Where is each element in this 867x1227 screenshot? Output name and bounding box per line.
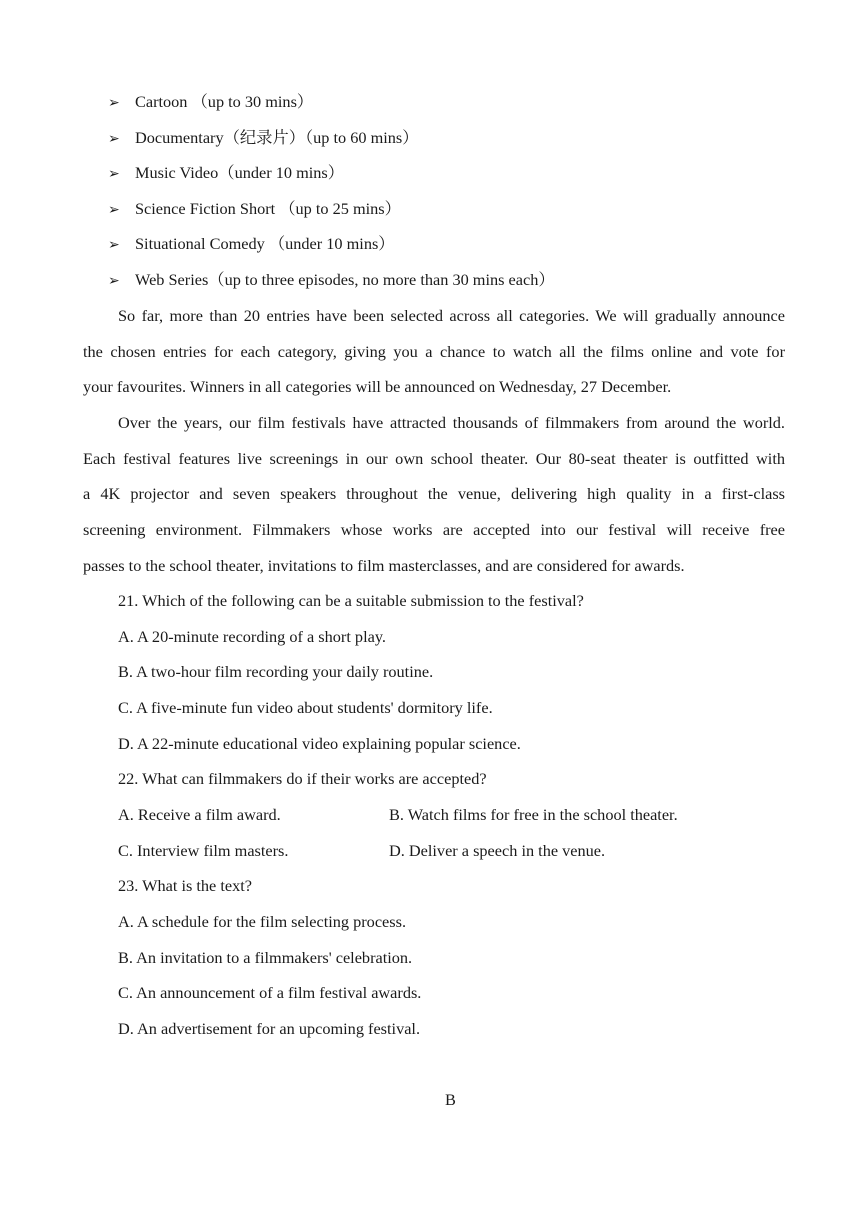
answer-option: A. A schedule for the film selecting process.: [118, 912, 407, 931]
arrow-bullet-icon: ➢: [108, 95, 120, 111]
paragraph-line: screening environment. Filmmakers whose works are accepted into our festival will receive free: [83, 520, 785, 539]
arrow-bullet-icon: ➢: [108, 166, 120, 182]
paragraph-line: Each festival features live screenings in our own school theater. Our 80-seat theater is outfitted with: [83, 449, 785, 468]
answer-option: B. Watch films for free in the school theater.: [389, 805, 678, 824]
category-text: Music Video（under 10 mins）: [135, 163, 345, 182]
paragraph-line: your favourites. Winners in all categories will be announced on Wednesday, 27 December.: [83, 377, 672, 396]
arrow-bullet-icon: ➢: [108, 202, 120, 218]
paragraph-line: a 4K projector and seven speakers throughout the venue, delivering high quality in a first-class: [83, 484, 785, 503]
paragraph-line: the chosen entries for each category, giving you a chance to watch all the films online and vote for: [83, 342, 785, 361]
list-item: [108, 92, 313, 113]
category-text: Documentary（纪录片）（up to 60 mins）: [135, 128, 419, 147]
question-text: 22. What can filmmakers do if their works are accepted?: [118, 769, 487, 788]
list-item: [108, 128, 419, 149]
paragraph-line: Over the years, our film festivals have attracted thousands of filmmakers from around the world.: [118, 413, 785, 432]
question-text: 23. What is the text?: [118, 876, 252, 895]
list-item: [108, 270, 555, 291]
answer-option: A. Receive a film award.: [118, 805, 281, 824]
answer-option: B. An invitation to a filmmakers' celebration.: [118, 948, 413, 967]
answer-option: D. A 22-minute educational video explaining popular science.: [118, 734, 521, 753]
list-item: [108, 234, 395, 255]
answer-option: A. A 20-minute recording of a short play.: [118, 627, 386, 646]
answer-option: C. A five-minute fun video about students' dormitory life.: [118, 698, 493, 717]
category-text: Situational Comedy （under 10 mins）: [135, 234, 395, 253]
answer-option: D. An advertisement for an upcoming festival.: [118, 1019, 421, 1038]
category-text: Cartoon （up to 30 mins）: [135, 92, 314, 111]
category-text: Web Series（up to three episodes, no more than 30 mins each）: [135, 270, 555, 289]
section-heading: B: [445, 1090, 456, 1109]
answer-option: B. A two-hour film recording your daily routine.: [118, 662, 434, 681]
list-item: [108, 199, 401, 220]
list-item: [108, 163, 344, 184]
answer-option: C. Interview film masters.: [118, 841, 289, 860]
paragraph-line: passes to the school theater, invitations to film masterclasses, and are considered for awards.: [83, 556, 685, 575]
answer-option: C. An announcement of a film festival awards.: [118, 983, 422, 1002]
arrow-bullet-icon: ➢: [108, 273, 120, 289]
arrow-bullet-icon: ➢: [108, 131, 120, 147]
paragraph-line: So far, more than 20 entries have been selected across all categories. We will gradually announce: [118, 306, 785, 325]
arrow-bullet-icon: ➢: [108, 237, 120, 253]
answer-option: D. Deliver a speech in the venue.: [389, 841, 606, 860]
question-text: 21. Which of the following can be a suitable submission to the festival?: [118, 591, 584, 610]
category-text: Science Fiction Short （up to 25 mins）: [135, 199, 401, 218]
